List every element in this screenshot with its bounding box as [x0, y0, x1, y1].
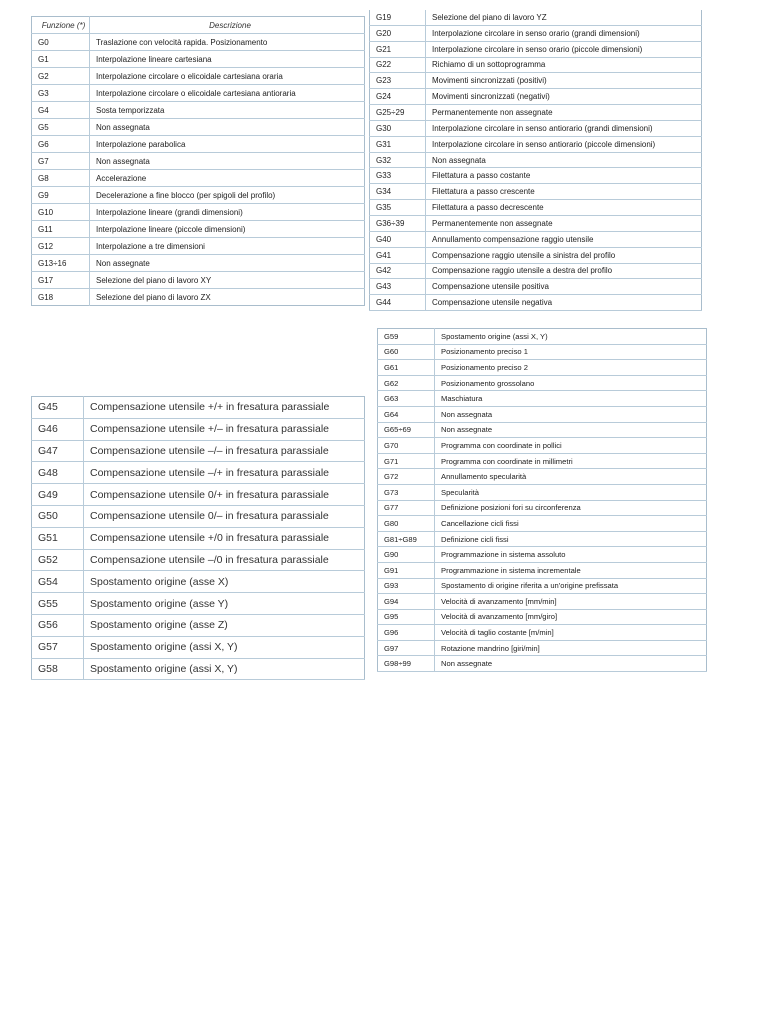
table-row [370, 279, 702, 295]
table-row [378, 484, 707, 500]
gcode-cell: G56 [32, 614, 84, 636]
table-row [32, 272, 365, 289]
gcode-cell: G7 [32, 153, 90, 170]
gcode-cell: G40 [370, 231, 426, 247]
table-row [370, 10, 702, 25]
gcode-table-bottom-left [31, 396, 365, 680]
gcode-cell: G60 [378, 344, 435, 360]
gcode-cell: G9 [32, 187, 90, 204]
description-cell: Compensazione utensile +/0 in fresatura parassiale [84, 527, 365, 549]
table-row [378, 453, 707, 469]
gcode-cell: G12 [32, 238, 90, 255]
table-row [32, 614, 365, 636]
table-row [32, 68, 365, 85]
table-row [32, 636, 365, 658]
table-row [378, 609, 707, 625]
gcode-cell: G95 [378, 609, 435, 625]
header-function-code: Funzione (*) [32, 17, 90, 34]
gcode-cell: G80 [378, 516, 435, 532]
table-row [378, 578, 707, 594]
description-cell: Definizione cicli fissi [435, 531, 707, 547]
description-cell: Interpolazione lineare (grandi dimensioni) [90, 204, 365, 221]
table-row [32, 51, 365, 68]
gcode-cell: G98÷99 [378, 656, 435, 672]
table-row [378, 469, 707, 485]
description-cell: Selezione del piano di lavoro YZ [426, 10, 702, 25]
table-row [32, 289, 365, 306]
description-cell: Programma con coordinate in pollici [435, 438, 707, 454]
description-cell: Spostamento origine (assi X, Y) [84, 636, 365, 658]
gcode-cell: G90 [378, 547, 435, 563]
table-row [32, 593, 365, 615]
description-cell: Sosta temporizzata [90, 102, 365, 119]
gcode-cell: G94 [378, 594, 435, 610]
description-cell: Filettatura a passo costante [426, 168, 702, 184]
description-cell: Decelerazione a fine blocco (per spigoli del profilo) [90, 187, 365, 204]
gcode-cell: G25÷29 [370, 105, 426, 121]
description-cell: Permanentemente non assegnate [426, 215, 702, 231]
gcode-cell: G44 [370, 295, 426, 311]
table-row [378, 375, 707, 391]
description-cell: Compensazione raggio utensile a destra del profilo [426, 263, 702, 279]
gcode-cell: G1 [32, 51, 90, 68]
gcode-cell: G22 [370, 57, 426, 73]
gcode-cell: G30 [370, 120, 426, 136]
gcode-cell: G54 [32, 571, 84, 593]
gcode-cell: G35 [370, 200, 426, 216]
gcode-table-top-right [369, 10, 702, 311]
description-cell: Cancellazione cicli fissi [435, 516, 707, 532]
description-cell: Movimenti sincronizzati (positivi) [426, 73, 702, 89]
gcode-cell: G0 [32, 34, 90, 51]
gcode-cell: G97 [378, 640, 435, 656]
gcode-cell: G49 [32, 484, 84, 506]
gcode-cell: G50 [32, 505, 84, 527]
table-row [32, 440, 365, 462]
gcode-cell: G31 [370, 136, 426, 152]
gcode-cell: G48 [32, 462, 84, 484]
description-cell: Posizionamento preciso 2 [435, 360, 707, 376]
table-row [32, 418, 365, 440]
description-cell: Posizionamento preciso 1 [435, 344, 707, 360]
table-row [378, 391, 707, 407]
gcode-cell: G77 [378, 500, 435, 516]
table-row [32, 462, 365, 484]
table-row [32, 204, 365, 221]
description-cell: Non assegnata [90, 119, 365, 136]
description-cell: Velocità di avanzamento [mm/giro] [435, 609, 707, 625]
gcode-cell: G96 [378, 625, 435, 641]
description-cell: Interpolazione circolare in senso antiorario (piccole dimensioni) [426, 136, 702, 152]
table-row [32, 505, 365, 527]
table-row [378, 640, 707, 656]
description-cell: Selezione del piano di lavoro ZX [96, 292, 211, 302]
gcode-cell: G52 [32, 549, 84, 571]
gcode-cell: G24 [370, 89, 426, 105]
gcode-cell: G32 [370, 152, 426, 168]
description-cell: Non assegnate [435, 656, 707, 672]
table-row [370, 136, 702, 152]
gcode-cell: G61 [378, 360, 435, 376]
description-cell: Maschiatura [435, 391, 707, 407]
table-row [370, 231, 702, 247]
table-row [32, 102, 365, 119]
description-cell: Posizionamento grossolano [435, 375, 707, 391]
table-row [32, 170, 365, 187]
description-cell: Compensazione utensile +/– in fresatura parassiale [84, 418, 365, 440]
description-cell: Rotazione mandrino [giri/min] [435, 640, 707, 656]
description-cell: Compensazione utensile +/+ in fresatura parassiale [84, 397, 365, 419]
table-row [378, 422, 707, 438]
description-cell: Movimenti sincronizzati (negativi) [426, 89, 702, 105]
gcode-cell: G65÷69 [378, 422, 435, 438]
gcode-table-top-left [31, 16, 365, 306]
gcode-cell: G71 [378, 453, 435, 469]
gcode-cell: G57 [32, 636, 84, 658]
table-row [370, 215, 702, 231]
table-row [378, 500, 707, 516]
gcode-cell: G23 [370, 73, 426, 89]
description-cell: Interpolazione a tre dimensioni [90, 238, 365, 255]
table-row [370, 57, 702, 73]
table-row [32, 549, 365, 571]
description-cell: Compensazione utensile 0/+ in fresatura parassiale [84, 484, 365, 506]
header-description: Descrizione [90, 17, 365, 34]
gcode-cell: G47 [32, 440, 84, 462]
table-row [32, 238, 365, 255]
table-row [378, 360, 707, 376]
table-row [378, 531, 707, 547]
table-row [378, 625, 707, 641]
table-row [370, 41, 702, 57]
table-row [32, 484, 365, 506]
description-cell: Interpolazione circolare in senso orario (grandi dimensioni) [426, 25, 702, 41]
table-row [378, 344, 707, 360]
description-cell: Definizione posizioni fori su circonferenza [435, 500, 707, 516]
table-row [32, 119, 365, 136]
table-row [370, 120, 702, 136]
table-row [378, 547, 707, 563]
table-row [370, 247, 702, 263]
description-cell: Interpolazione lineare cartesiana [90, 51, 365, 68]
description-cell: Spostamento origine (asse Z) [84, 614, 365, 636]
description-cell: Interpolazione lineare (piccole dimensioni) [90, 221, 365, 238]
table-row [32, 187, 365, 204]
gcode-cell: G4 [32, 102, 90, 119]
description-cell: Velocità di avanzamento [mm/min] [435, 594, 707, 610]
gcode-cell: G19 [370, 10, 426, 25]
description-cell: Traslazione con velocità rapida. Posizionamento [90, 34, 365, 51]
table-row [32, 571, 365, 593]
description-cell: Annullamento compensazione raggio utensile [426, 231, 702, 247]
description-cell: Spostamento origine (asse Y) [84, 593, 365, 615]
description-cell: Programma con coordinate in millimetri [435, 453, 707, 469]
description-cell: Compensazione utensile –/+ in fresatura parassiale [84, 462, 365, 484]
table-row [32, 34, 365, 51]
description-cell: Interpolazione circolare in senso antiorario (grandi dimensioni) [426, 120, 702, 136]
table-row [370, 168, 702, 184]
gcode-cell: G18 [32, 289, 90, 306]
description-cell: Filettatura a passo crescente [426, 184, 702, 200]
gcode-cell: G62 [378, 375, 435, 391]
gcode-cell: G73 [378, 484, 435, 500]
description-cell: Programmazione in sistema incrementale [435, 562, 707, 578]
table-row [370, 25, 702, 41]
table-row [378, 516, 707, 532]
description-cell: Compensazione utensile –/– in fresatura parassiale [84, 440, 365, 462]
description-cell: Compensazione raggio utensile a sinistra del profilo [426, 247, 702, 263]
table-header-row [32, 17, 365, 34]
table-row [370, 200, 702, 216]
description-cell: Velocità di taglio costante [m/min] [435, 625, 707, 641]
gcode-cell: G46 [32, 418, 84, 440]
description-cell: Filettatura a passo decrescente [426, 200, 702, 216]
table-row [370, 152, 702, 168]
table-row [378, 594, 707, 610]
description-cell: Non assegnate [90, 255, 365, 272]
table-row [370, 73, 702, 89]
gcode-cell: G55 [32, 593, 84, 615]
table-row [32, 153, 365, 170]
description-cell: Annullamento specularità [435, 469, 707, 485]
description-cell: Specularità [435, 484, 707, 500]
description-cell: Non assegnata [426, 152, 702, 168]
gcode-cell: G64 [378, 406, 435, 422]
gcode-cell: G5 [32, 119, 90, 136]
gcode-cell: G63 [378, 391, 435, 407]
gcode-cell: G42 [370, 263, 426, 279]
gcode-cell: G20 [370, 25, 426, 41]
gcode-cell: G21 [370, 41, 426, 57]
gcode-cell: G17 [32, 272, 90, 289]
gcode-cell: G51 [32, 527, 84, 549]
description-cell: Permanentemente non assegnate [426, 105, 702, 121]
table-body [378, 329, 707, 672]
table-row [32, 221, 365, 238]
gcode-cell: G70 [378, 438, 435, 454]
table-row [378, 656, 707, 672]
gcode-cell: G2 [32, 68, 90, 85]
gcode-cell: G6 [32, 136, 90, 153]
table-row [32, 397, 365, 419]
description-cell: Spostamento origine (assi X, Y) [435, 329, 707, 345]
description-cell: Compensazione utensile –/0 in fresatura parassiale [84, 549, 365, 571]
gcode-cell: G10 [32, 204, 90, 221]
gcode-cell: G45 [32, 397, 84, 419]
table-row [378, 562, 707, 578]
gcode-cell: G41 [370, 247, 426, 263]
gcode-cell: G13÷16 [32, 255, 90, 272]
description-cell: Spostamento origine (asse X) [84, 571, 365, 593]
gcode-cell: G3 [32, 85, 90, 102]
table-body [370, 10, 702, 311]
table-row [32, 85, 365, 102]
table-row [370, 184, 702, 200]
table-row [32, 658, 365, 680]
gcode-cell: G11 [32, 221, 90, 238]
table-row [32, 136, 365, 153]
description-cell: Interpolazione circolare o elicoidale cartesiana oraria [90, 68, 365, 85]
gcode-cell: G93 [378, 578, 435, 594]
table-body [32, 397, 365, 680]
description-cell: Compensazione utensile 0/– in fresatura parassiale [84, 505, 365, 527]
gcode-cell: G34 [370, 184, 426, 200]
table-row [370, 263, 702, 279]
gcode-cell: G72 [378, 469, 435, 485]
gcode-cell: G58 [32, 658, 84, 680]
description-cell: Non assegnata [435, 406, 707, 422]
description-cell: Interpolazione circolare in senso orario (piccole dimensioni) [426, 41, 702, 57]
table-row [370, 105, 702, 121]
gcode-table-bottom-right [377, 328, 707, 672]
description-cell: Non assegnata [90, 153, 365, 170]
description-cell: Accelerazione [90, 170, 365, 187]
table-row [32, 255, 365, 272]
gcode-cell: G33 [370, 168, 426, 184]
table-row [378, 406, 707, 422]
gcode-cell: G59 [378, 329, 435, 345]
gcode-cell: G81÷G89 [378, 531, 435, 547]
description-cell: Compensazione utensile positiva [426, 279, 702, 295]
description-cell: Programmazione in sistema assoluto [435, 547, 707, 563]
description-cell: Richiamo di un sottoprogramma [426, 57, 702, 73]
description-cell: Interpolazione parabolica [90, 136, 365, 153]
table-row [370, 89, 702, 105]
gcode-cell: G36÷39 [370, 215, 426, 231]
table-row [32, 527, 365, 549]
gcode-cell: G43 [370, 279, 426, 295]
table-row [378, 329, 707, 345]
description-cell: Spostamento di origine riferita a un'origine prefissata [435, 578, 707, 594]
description-cell: Non assegnate [435, 422, 707, 438]
table-body [32, 34, 365, 306]
description-cell: Compensazione utensile negativa [426, 295, 702, 311]
description-cell: Interpolazione circolare o elicoidale cartesiana antioraria [90, 85, 365, 102]
description-cell: Selezione del piano di lavoro XY [90, 272, 365, 289]
gcode-cell: G8 [32, 170, 90, 187]
table-row [370, 295, 702, 311]
table-row [378, 438, 707, 454]
gcode-cell: G91 [378, 562, 435, 578]
description-cell: Spostamento origine (assi X, Y) [84, 658, 365, 680]
